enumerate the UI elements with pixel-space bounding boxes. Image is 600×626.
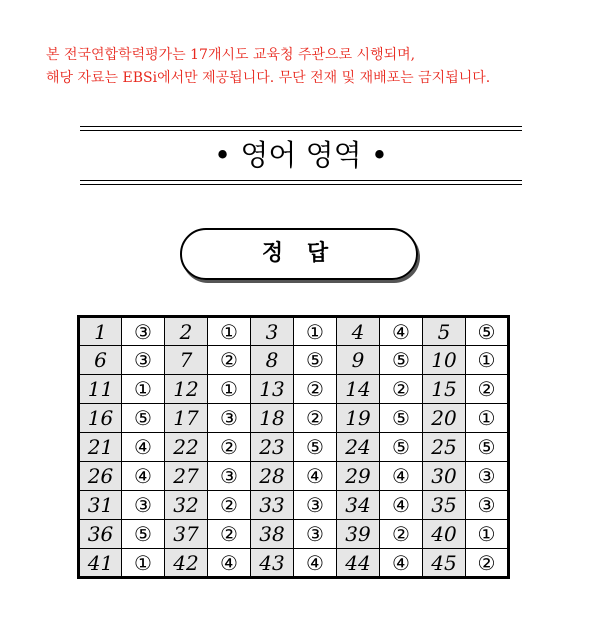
table-row	[79, 404, 509, 433]
table-row	[79, 520, 509, 549]
answer-choice: ②	[380, 520, 423, 549]
answer-choice: ④	[122, 433, 165, 462]
question-number: 27	[165, 462, 208, 491]
question-number: 22	[165, 433, 208, 462]
answer-choice: ③	[208, 404, 251, 433]
answer-choice: ①	[466, 346, 509, 375]
answer-choice: ⑤	[122, 404, 165, 433]
question-number: 26	[79, 462, 122, 491]
question-number: 19	[337, 404, 380, 433]
table-row	[79, 462, 509, 491]
question-number: 6	[79, 346, 122, 375]
answer-choice: ④	[208, 549, 251, 578]
question-number: 1	[79, 317, 122, 346]
question-number: 4	[337, 317, 380, 346]
answer-choice: ④	[380, 462, 423, 491]
question-number: 2	[165, 317, 208, 346]
answer-choice: ②	[208, 346, 251, 375]
answer-choice: ①	[122, 549, 165, 578]
answer-choice: ④	[380, 549, 423, 578]
title-rule-bottom-1	[80, 180, 522, 181]
question-number: 37	[165, 520, 208, 549]
question-number: 35	[423, 491, 466, 520]
answer-heading: 정 답	[180, 228, 418, 280]
answer-choice: ②	[294, 375, 337, 404]
question-number: 41	[79, 549, 122, 578]
answer-choice: ⑤	[294, 433, 337, 462]
answer-choice: ②	[208, 491, 251, 520]
question-number: 5	[423, 317, 466, 346]
answer-choice: ④	[294, 549, 337, 578]
notice-line-2: 해당 자료는 EBSi에서만 제공됩니다. 무단 전재 및 재배포는 금지됩니다.	[46, 70, 491, 86]
question-number: 45	[423, 549, 466, 578]
question-number: 11	[79, 375, 122, 404]
table-row	[79, 317, 509, 346]
answer-choice: ②	[466, 549, 509, 578]
question-number: 29	[337, 462, 380, 491]
question-number: 8	[251, 346, 294, 375]
answer-choice: ⑤	[380, 433, 423, 462]
answer-choice: ⑤	[466, 433, 509, 462]
question-number: 10	[423, 346, 466, 375]
question-number: 39	[337, 520, 380, 549]
answer-choice: ⑤	[466, 317, 509, 346]
answer-choice: ③	[466, 491, 509, 520]
answer-choice: ④	[122, 462, 165, 491]
answer-choice: ④	[380, 317, 423, 346]
question-number: 28	[251, 462, 294, 491]
title-rule-top-1	[80, 126, 522, 127]
answer-choice: ③	[122, 491, 165, 520]
copyright-notice	[46, 44, 576, 90]
title-rule-bottom-2	[80, 184, 522, 185]
question-number: 44	[337, 549, 380, 578]
question-number: 30	[423, 462, 466, 491]
answer-choice: ③	[294, 491, 337, 520]
answer-choice: ①	[294, 317, 337, 346]
answer-choice: ①	[208, 375, 251, 404]
question-number: 31	[79, 491, 122, 520]
answer-choice: ⑤	[294, 346, 337, 375]
question-number: 43	[251, 549, 294, 578]
question-number: 23	[251, 433, 294, 462]
answer-table	[77, 315, 510, 579]
table-row	[79, 549, 509, 578]
question-number: 9	[337, 346, 380, 375]
question-number: 20	[423, 404, 466, 433]
answer-choice: ③	[294, 520, 337, 549]
answer-choice: ③	[122, 346, 165, 375]
question-number: 24	[337, 433, 380, 462]
answer-choice: ②	[466, 375, 509, 404]
question-number: 38	[251, 520, 294, 549]
question-number: 25	[423, 433, 466, 462]
answer-choice: ②	[208, 520, 251, 549]
answer-choice: ②	[294, 404, 337, 433]
answer-choice: ①	[466, 520, 509, 549]
question-number: 17	[165, 404, 208, 433]
question-number: 40	[423, 520, 466, 549]
question-number: 3	[251, 317, 294, 346]
answer-choice: ⑤	[122, 520, 165, 549]
question-number: 14	[337, 375, 380, 404]
question-number: 12	[165, 375, 208, 404]
notice-line-1: 본 전국연합학력평가는 17개시도 교육청 주관으로 시행되며,	[46, 47, 416, 63]
page-title: • 영어 영역 •	[214, 138, 388, 172]
answer-choice: ①	[208, 317, 251, 346]
answer-choice: ⑤	[380, 404, 423, 433]
table-row	[79, 375, 509, 404]
question-number: 16	[79, 404, 122, 433]
answer-choice: ①	[122, 375, 165, 404]
answer-choice: ③	[208, 462, 251, 491]
table-row	[79, 491, 509, 520]
question-number: 21	[79, 433, 122, 462]
question-number: 42	[165, 549, 208, 578]
question-number: 13	[251, 375, 294, 404]
table-row	[79, 433, 509, 462]
answer-choice: ⑤	[380, 346, 423, 375]
question-number: 33	[251, 491, 294, 520]
question-number: 7	[165, 346, 208, 375]
question-number: 18	[251, 404, 294, 433]
question-number: 32	[165, 491, 208, 520]
answer-choice: ②	[380, 375, 423, 404]
table-row	[79, 346, 509, 375]
answer-choice: ③	[466, 462, 509, 491]
answer-choice: ①	[466, 404, 509, 433]
answer-choice: ③	[122, 317, 165, 346]
question-number: 15	[423, 375, 466, 404]
answer-choice: ②	[208, 433, 251, 462]
answer-choice: ④	[294, 462, 337, 491]
title-rule-top-2	[80, 130, 522, 131]
question-number: 36	[79, 520, 122, 549]
answer-choice: ④	[380, 491, 423, 520]
question-number: 34	[337, 491, 380, 520]
